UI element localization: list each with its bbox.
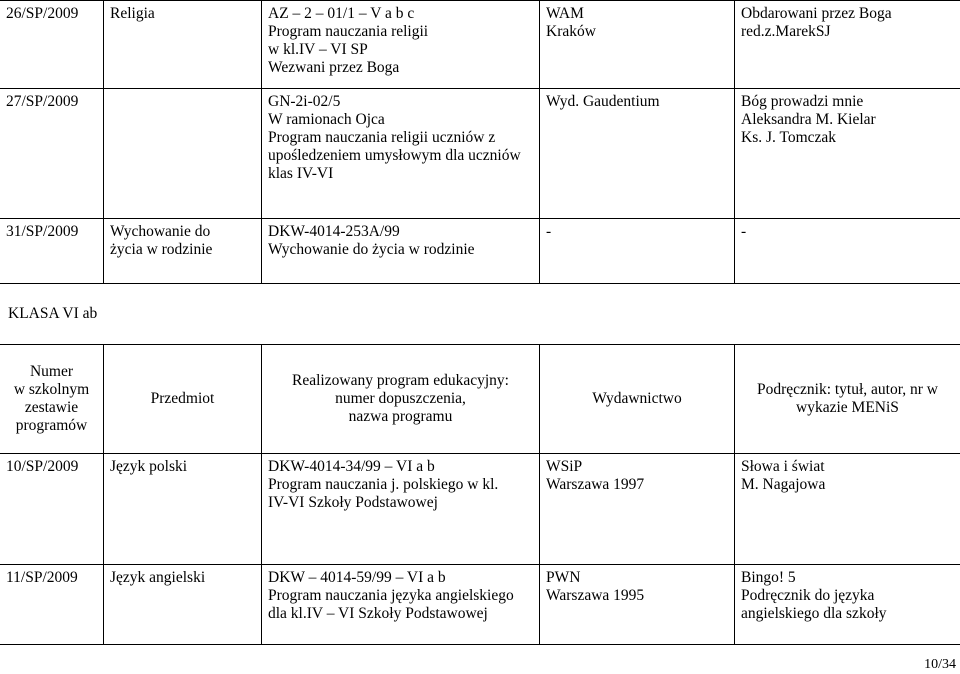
program-line: klas IV-VI	[268, 165, 334, 182]
wydawnictwo-line: Wydawnictwo	[592, 390, 682, 407]
podrecznik-line: Bingo! 5	[741, 569, 796, 586]
table-row	[0, 89, 960, 219]
header-wydawnictwo	[540, 345, 735, 454]
cell-program	[262, 565, 540, 645]
numer-line: zestawie	[24, 399, 79, 416]
podrecznik-line: Podręcznik do języka	[741, 587, 875, 604]
program-line: Program nauczania j. polskiego w kl.	[268, 476, 499, 493]
wydawnictwo-line: Wyd. Gaudentium	[546, 93, 660, 110]
header-row	[0, 345, 960, 454]
cell-numer: 11/SP/2009	[0, 565, 104, 645]
section-label: KLASA VI ab	[8, 305, 98, 322]
program-line: GN-2i-02/5	[268, 93, 341, 110]
podrecznik-line: wykazie MENiS	[796, 399, 899, 416]
cell-wydawnictwo	[540, 1, 735, 89]
przedmiot-line: Religia	[110, 5, 155, 22]
numer-line: Numer	[29, 363, 74, 380]
page-number: 10/34	[924, 657, 956, 672]
wydawnictwo-line: WSiP	[546, 458, 583, 475]
table-row	[0, 1, 960, 89]
podrecznik-line: Obdarowani przez Boga	[741, 5, 892, 22]
program-line: nazwa programu	[348, 408, 453, 425]
cell-wydawnictwo	[540, 89, 735, 219]
podrecznik-line: Ks. J. Tomczak	[741, 129, 837, 146]
cell-podrecznik	[735, 1, 960, 89]
table-row	[0, 219, 960, 284]
program-line: W ramionach Ojca	[268, 111, 385, 128]
program-line: upośledzeniem umysłowym dla uczniów	[268, 147, 521, 164]
cell-wydawnictwo	[540, 219, 735, 284]
program-line: numer dopuszczenia,	[335, 390, 466, 407]
przedmiot-line: Wychowanie do	[110, 223, 211, 240]
cell-podrecznik	[735, 565, 960, 645]
program-line: Wezwani przez Boga	[268, 59, 400, 76]
table-row	[0, 454, 960, 565]
program-line: w kl.IV – VI SP	[268, 41, 368, 58]
header-numer	[0, 345, 104, 454]
podrecznik-line: Bóg prowadzi mnie	[741, 93, 864, 110]
program-line: Program nauczania religii	[268, 23, 429, 40]
program-line: Program nauczania języka angielskiego	[268, 587, 514, 604]
table-row	[0, 565, 960, 645]
podrecznik-line: angielskiego dla szkoły	[741, 605, 887, 622]
cell-wydawnictwo	[540, 565, 735, 645]
przedmiot-line: Język angielski	[110, 569, 206, 586]
numer-line: w szkolnym	[13, 381, 90, 398]
program-line: AZ – 2 – 01/1 – V a b c	[268, 5, 415, 22]
cell-podrecznik	[735, 219, 960, 284]
wydawnictwo-line: WAM	[546, 5, 584, 22]
program-line: DKW-4014-34/99 – VI a b	[268, 458, 435, 475]
header-program	[262, 345, 540, 454]
cell-program	[262, 1, 540, 89]
wydawnictwo-line: Kraków	[546, 23, 596, 40]
program-line: Program nauczania religii uczniów z	[268, 129, 496, 146]
cell-przedmiot	[104, 1, 262, 89]
wydawnictwo-line: -	[546, 223, 552, 240]
podrecznik-line: M. Nagajowa	[741, 476, 826, 493]
top-table	[0, 0, 960, 284]
cell-przedmiot	[104, 219, 262, 284]
cell-przedmiot	[104, 565, 262, 645]
cell-podrecznik	[735, 454, 960, 565]
podrecznik-line: Słowa i świat	[741, 458, 825, 475]
cell-przedmiot	[104, 89, 262, 219]
wydawnictwo-line: PWN	[546, 569, 581, 586]
cell-numer: 26/SP/2009	[0, 1, 104, 89]
program-line: DKW – 4014-59/99 – VI a b	[268, 569, 446, 586]
program-line: DKW-4014-253A/99	[268, 223, 400, 240]
cell-numer: 27/SP/2009	[0, 89, 104, 219]
podrecznik-line: Podręcznik: tytuł, autor, nr w	[756, 381, 939, 398]
podrecznik-line: -	[741, 223, 747, 240]
cell-numer: 31/SP/2009	[0, 219, 104, 284]
cell-numer: 10/SP/2009	[0, 454, 104, 565]
wydawnictwo-line: Warszawa 1997	[546, 476, 645, 493]
program-line: dla kl.IV – VI Szkoły Podstawowej	[268, 605, 488, 622]
przedmiot-line: Przedmiot	[150, 390, 215, 407]
bottom-table	[0, 344, 960, 645]
program-line: Realizowany program edukacyjny:	[292, 372, 509, 389]
program-line: IV-VI Szkoły Podstawowej	[268, 494, 438, 511]
cell-program	[262, 89, 540, 219]
cell-przedmiot	[104, 454, 262, 565]
podrecznik-line: red.z.MarekSJ	[741, 23, 831, 40]
cell-program	[262, 454, 540, 565]
wydawnictwo-line: Warszawa 1995	[546, 587, 645, 604]
cell-wydawnictwo	[540, 454, 735, 565]
header-podrecznik	[735, 345, 960, 454]
cell-podrecznik	[735, 89, 960, 219]
przedmiot-line: życia w rodzinie	[110, 241, 213, 258]
cell-program	[262, 219, 540, 284]
podrecznik-line: Aleksandra M. Kielar	[741, 111, 876, 128]
numer-line: programów	[15, 417, 88, 434]
header-przedmiot	[104, 345, 262, 454]
przedmiot-line: Język polski	[110, 458, 188, 475]
program-line: Wychowanie do życia w rodzinie	[268, 241, 475, 258]
